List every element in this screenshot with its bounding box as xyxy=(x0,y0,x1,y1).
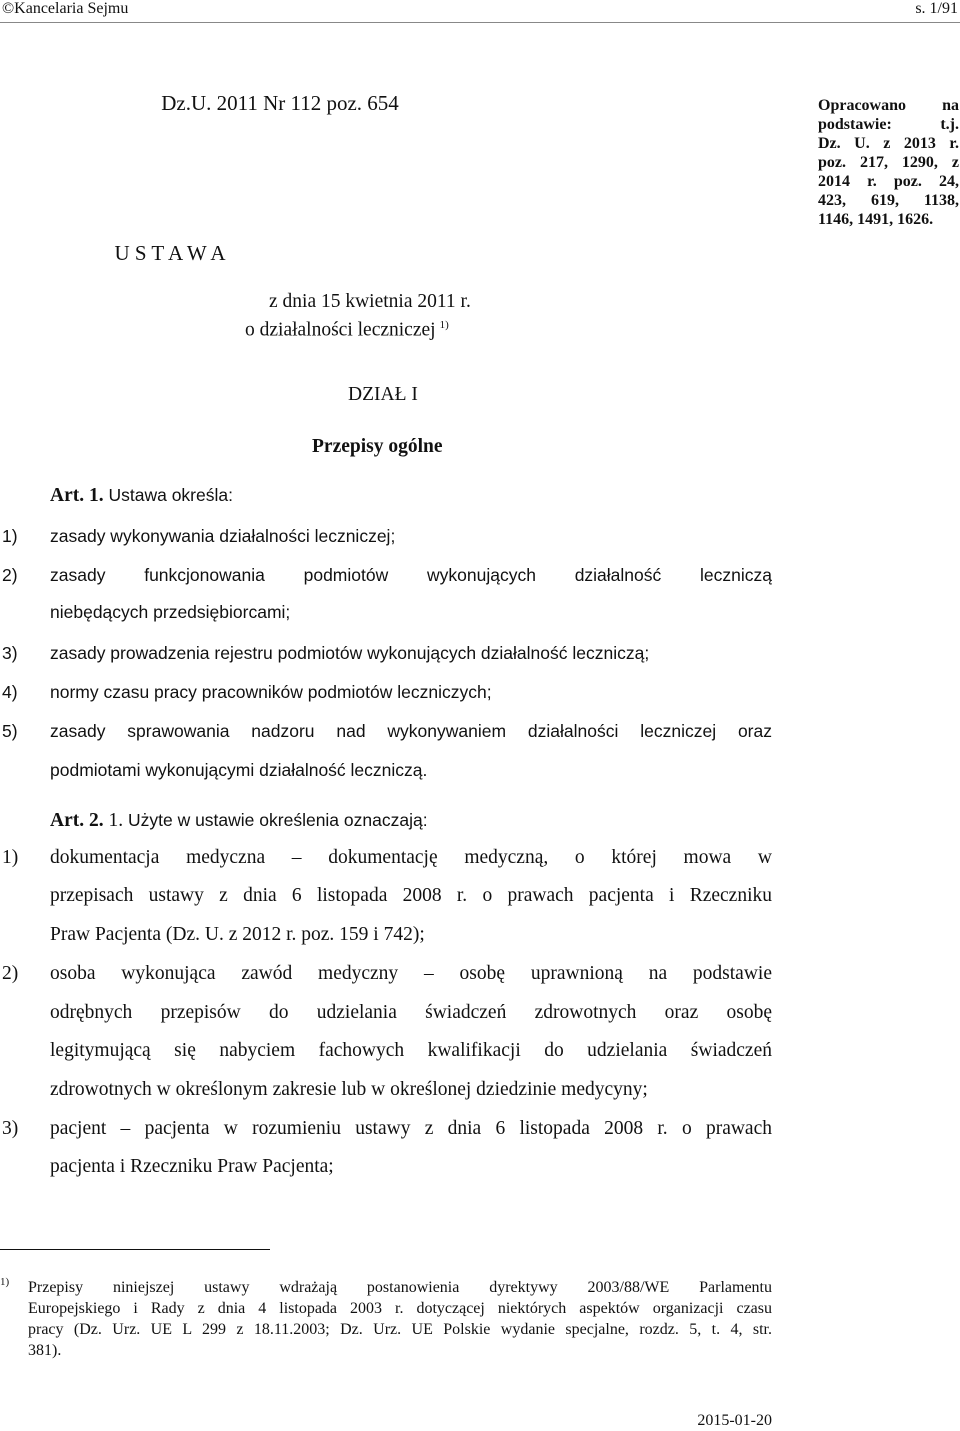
list-item-number: 1) xyxy=(2,526,18,546)
art2-paragraph-number: 1. xyxy=(108,810,124,831)
consolidation-note xyxy=(818,96,959,229)
list-item-number: 4) xyxy=(2,682,18,702)
list-item-text: odrębnych przepisów do udzielania świadczeń zdrowotnych oraz osobę xyxy=(50,1002,772,1023)
header-page-number: s. 1/91 xyxy=(915,0,958,17)
list-item-text: zasady wykonywania działalności leczniczej; xyxy=(50,526,396,546)
header-rule xyxy=(0,22,960,23)
list-item-number: 1) xyxy=(2,847,19,868)
footnote-line: pracy (Dz. Urz. UE L 299 z 18.11.2003; Dz. Urz. UE Polskie wydanie specjalne, rozdz. 5, t. 4, str. xyxy=(28,1321,772,1338)
list-item-text: legitymującą się nabyciem fachowych kwalifikacji do udzielania świadczeń xyxy=(50,1040,772,1061)
list-item-number: 3) xyxy=(2,1118,19,1139)
act-subject xyxy=(245,319,449,342)
footer-date: 2015-01-20 xyxy=(697,1412,772,1429)
act-date: z dnia 15 kwietnia 2011 r. xyxy=(269,291,471,312)
act-type: U S T A W A xyxy=(114,241,226,265)
list-item-number: 2) xyxy=(2,565,18,585)
consolidation-note-line: 423, 619, 1138, xyxy=(818,192,959,209)
consolidation-note-line: 2014 r. poz. 24, xyxy=(818,173,959,190)
consolidation-note-line: Opracowano na xyxy=(818,97,959,114)
list-item-number: 2) xyxy=(2,963,19,984)
list-item-text: zdrowotnych w określonym zakresie lub w określonej dziedzinie medycyny; xyxy=(50,1079,648,1100)
consolidation-note-line: Dz. U. z 2013 r. xyxy=(818,135,959,152)
list-item-text: pacjent – pacjenta w rozumieniu ustawy z dnia 6 listopada 2008 r. o prawach xyxy=(50,1118,772,1139)
footnote-reference-mark: 1) xyxy=(439,319,449,331)
list-item-text: dokumentacja medyczna – dokumentację medyczną, o której mowa w xyxy=(50,847,772,868)
footnote-line: Przepisy niniejszej ustawy wdrażają postanowienia dyrektywy 2003/88/WE Parlamentu xyxy=(28,1279,772,1296)
list-item-text: Praw Pacjenta (Dz. U. z 2012 r. poz. 159 i 742); xyxy=(50,924,425,945)
art2-heading: Art. 2. xyxy=(50,810,104,831)
art1-heading-line xyxy=(50,485,233,507)
list-item-text: niebędących przedsiębiorcami; xyxy=(50,602,291,622)
list-item-text: przepisach ustawy z dnia 6 listopada 2008 r. o prawach pacjenta i Rzeczniku xyxy=(50,885,772,906)
list-item-text: zasady sprawowania nadzoru nad wykonywaniem działalności leczniczej oraz xyxy=(50,721,772,741)
footnote-line: Europejskiego i Rady z dnia 4 listopada 2003 r. dotyczącej niektórych aspektów organizacji czasu xyxy=(28,1300,772,1317)
list-item-text: podmiotami wykonującymi działalność leczniczą. xyxy=(50,760,428,780)
act-subject-text: o działalności leczniczej xyxy=(245,319,436,341)
list-item-text: zasady funkcjonowania podmiotów wykonujących działalność leczniczą xyxy=(50,565,772,585)
list-item-number: 3) xyxy=(2,643,18,663)
list-item-text: pacjenta i Rzeczniku Praw Pacjenta; xyxy=(50,1156,334,1177)
division-title: Przepisy ogólne xyxy=(312,436,443,457)
list-item-text: normy czasu pracy pracowników podmiotów leczniczych; xyxy=(50,682,492,702)
footnote-separator xyxy=(0,1249,270,1250)
art2-intro: Użyte w ustawie określenia oznaczają: xyxy=(127,810,428,830)
journal-reference: Dz.U. 2011 Nr 112 poz. 654 xyxy=(161,91,399,115)
consolidation-note-line: poz. 217, 1290, z xyxy=(818,154,959,171)
division-label: DZIAŁ I xyxy=(348,384,418,405)
art1-intro: Ustawa określa: xyxy=(108,485,233,505)
list-item-number: 5) xyxy=(2,721,18,741)
art1-heading: Art. 1. xyxy=(50,485,104,506)
art2-heading-line xyxy=(50,810,428,832)
footnote-mark: 1) xyxy=(0,1276,10,1288)
list-item-text: osoba wykonująca zawód medyczny – osobę uprawnioną na podstawie xyxy=(50,963,772,984)
header-source: ©Kancelaria Sejmu xyxy=(2,0,129,17)
consolidation-note-line: podstawie: t.j. xyxy=(818,116,959,133)
footnote-line: 381). xyxy=(28,1342,62,1359)
consolidation-note-line: 1146, 1491, 1626. xyxy=(818,211,934,228)
list-item-text: zasady prowadzenia rejestru podmiotów wykonujących działalność leczniczą; xyxy=(50,643,650,663)
